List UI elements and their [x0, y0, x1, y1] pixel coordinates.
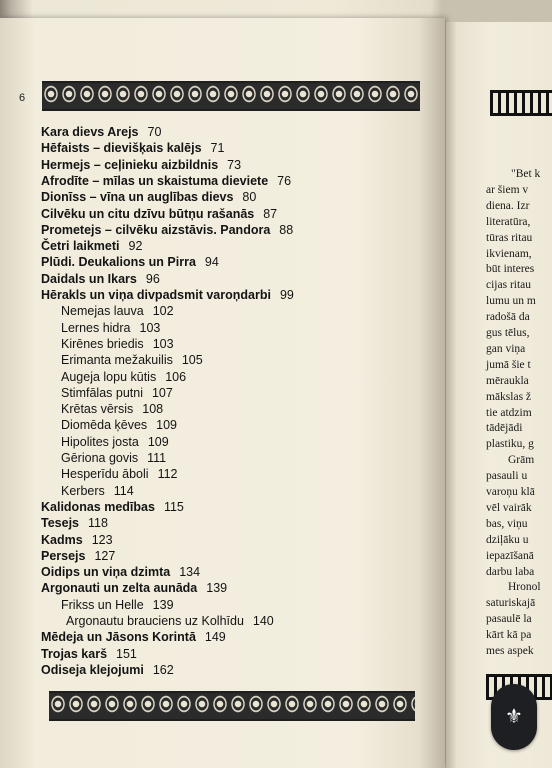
- right-page-line: Hronol: [508, 581, 541, 594]
- toc-entry-page: 108: [142, 402, 164, 417]
- toc-entry-title: Gēriona govis: [61, 451, 139, 465]
- right-page-line: dziļāku u: [486, 533, 529, 546]
- toc-entry-page: 94: [204, 255, 219, 270]
- toc-entry-page: 76: [277, 173, 292, 188]
- right-page-line: plastiku, g: [486, 438, 534, 451]
- toc-entry-title: Argonautu brauciens uz Kolhīdu: [66, 614, 244, 628]
- logo-mark-icon: ⚜: [505, 706, 523, 728]
- toc-entry-page: 111: [147, 451, 167, 465]
- toc-entry: [41, 287, 294, 303]
- toc-entry-page: 139: [152, 597, 174, 612]
- toc-entry-page: 109: [156, 418, 178, 433]
- toc-entry: [41, 515, 108, 531]
- toc-entry-title: Diomēda ķēves: [61, 418, 148, 433]
- right-page-line: ar šiem v: [486, 183, 529, 196]
- toc-entry-page: 162: [152, 662, 174, 677]
- toc-entry-page: 102: [152, 304, 174, 319]
- right-page-line: bas, viņu: [486, 517, 528, 530]
- toc-entry: [41, 140, 224, 156]
- toc-entry-title: Stimfālas putni: [61, 385, 143, 400]
- toc-entry-page: 112: [157, 467, 178, 482]
- toc-entry-page: 107: [151, 385, 173, 400]
- toc-entry-page: 106: [165, 369, 187, 384]
- toc-entry-page: 80: [242, 190, 257, 205]
- right-page-line: tie atdzim: [486, 406, 532, 419]
- toc-entry: [61, 320, 160, 336]
- toc-entry-page: 103: [139, 320, 161, 335]
- toc-entry: [41, 173, 291, 189]
- toc-entry: [61, 336, 174, 352]
- toc-entry: [41, 222, 293, 238]
- toc-entry: [41, 254, 219, 270]
- toc-entry: [61, 369, 186, 385]
- right-page-line: varoņu klā: [486, 486, 535, 498]
- right-page-line: jumā šie t: [486, 358, 531, 371]
- toc-entry-title: Četri laikmeti: [41, 239, 120, 254]
- toc-entry: [41, 662, 174, 678]
- right-page-line: pasauli u: [486, 470, 528, 483]
- toc-entry-page: 92: [128, 239, 143, 254]
- toc-entry-page: 140: [252, 614, 274, 628]
- toc-entry-title: Frikss un Helle: [61, 597, 144, 612]
- toc-entry-title: Kadms: [41, 532, 83, 547]
- toc-entry-page: 87: [263, 206, 278, 221]
- right-page-line: saturiskajā: [486, 597, 536, 610]
- right-page-line: kārt kā pa: [486, 629, 532, 642]
- right-page-line: darbu laba: [486, 565, 535, 578]
- toc-entry: [61, 352, 203, 368]
- toc-entry-title: Odiseja klejojumi: [41, 662, 144, 677]
- right-page-line: mēraukla: [486, 374, 529, 387]
- toc-entry: [41, 532, 113, 548]
- toc-entry-title: Mēdeja un Jāsons Korintā: [41, 630, 196, 645]
- toc-entry-title: Tesejs: [41, 516, 79, 531]
- toc-entry-page: 139: [206, 581, 228, 596]
- page-number: 6: [19, 92, 26, 104]
- ornament-band-bottom: [49, 691, 415, 721]
- right-page-line: gus tēlus,: [486, 327, 530, 339]
- toc-entry-page: 151: [116, 646, 137, 661]
- toc-entry: [41, 189, 256, 205]
- toc-entry-title: Kerbers: [61, 483, 105, 498]
- toc-entry-title: Oidips un viņa dzimta: [41, 565, 171, 580]
- right-page-line: vēl vairāk: [486, 501, 532, 514]
- toc-entry: [41, 238, 142, 254]
- toc-entry-title: Kalidonas medības: [41, 499, 155, 514]
- toc-entry-page: 127: [94, 548, 116, 563]
- toc-entry-page: 114: [113, 483, 134, 498]
- toc-entry-title: Dionīss – vīna un auglības dievs: [41, 190, 234, 205]
- toc-entry-title: Nemejas lauva: [61, 304, 144, 319]
- toc-entry-title: Hipolites josta: [61, 434, 139, 449]
- toc-entry-title: Afrodīte – mīlas un skaistuma dieviete: [41, 173, 269, 188]
- right-page-line: radošā da: [486, 311, 530, 324]
- toc-entry: [61, 597, 174, 613]
- toc-entry-title: Hēfaists – dievišķais kalējs: [41, 141, 202, 156]
- toc-entry-title: Kara dievs Arejs: [41, 125, 139, 139]
- toc-entry: [41, 271, 160, 287]
- toc-entry-title: Augeja lopu kūtis: [61, 369, 157, 384]
- toc-entry-title: Daidals un Ikars: [41, 271, 137, 286]
- toc-entry-title: Krētas vērsis: [61, 402, 134, 417]
- right-page-line: Grām: [508, 454, 535, 467]
- right-page-line: tūras ritau: [486, 231, 533, 244]
- right-page-line: ikvienam,: [486, 247, 532, 260]
- right-page-line: mes aspek: [486, 645, 534, 657]
- toc-entry: [41, 580, 227, 596]
- toc-entry-page: 118: [88, 516, 108, 531]
- toc-entry-page: 71: [210, 141, 225, 156]
- toc-entry-page: 149: [204, 630, 226, 645]
- toc-entry: [61, 434, 169, 450]
- toc-entry: [41, 124, 161, 140]
- toc-entry-title: Prometejs – cilvēku aizstāvis. Pandora: [41, 222, 271, 237]
- toc-entry: [61, 417, 177, 433]
- publisher-logo: [491, 684, 537, 750]
- toc-entry-page: 96: [145, 271, 160, 286]
- right-page-line: tādējādi: [486, 422, 523, 435]
- toc-entry-page: 103: [152, 336, 174, 351]
- toc-entry: [41, 646, 137, 662]
- toc-entry: [41, 564, 200, 580]
- right-page-text: [446, 22, 552, 768]
- toc-entry-page: 115: [163, 499, 184, 514]
- toc-entry: [61, 483, 134, 499]
- toc-entry-title: Plūdi. Deukalions un Pirra: [41, 255, 196, 270]
- toc-entry-title: Lernes hidra: [61, 320, 131, 335]
- right-page-line: diena. Izr: [486, 199, 530, 212]
- toc-entry: [41, 157, 241, 173]
- right-page-line: mākslas ž: [486, 390, 532, 403]
- toc-entry-page: 134: [179, 565, 201, 580]
- toc-entry-page: 73: [227, 157, 242, 172]
- toc-entry-title: Hesperīdu āboli: [61, 467, 149, 482]
- toc-entry-title: Argonauti un zelta aunāda: [41, 581, 198, 596]
- toc-entry: [66, 613, 274, 629]
- toc-entry-title: Cilvēku un citu dzīvu būtņu rašanās: [41, 206, 255, 221]
- toc-entry-title: Hērakls un viņa divpadsmit varoņdarbi: [41, 288, 271, 302]
- right-page-line: lumu un m: [486, 295, 536, 308]
- right-page-line: gan viņa: [486, 342, 526, 355]
- toc-entry: [41, 206, 277, 222]
- toc-entry-title: Persejs: [41, 548, 86, 563]
- right-page-line: "Bet k: [511, 168, 541, 180]
- right-page-line: pasaulē la: [486, 613, 532, 626]
- toc-entry: [61, 466, 178, 482]
- toc-entry: [41, 548, 115, 564]
- right-page-line: literatūra,: [486, 215, 531, 228]
- right-page-line: iepazīšanā: [486, 549, 534, 562]
- toc-entry: [61, 401, 163, 417]
- right-page-line: cijas ritau: [486, 279, 532, 292]
- ornament-band-top: [42, 81, 420, 111]
- toc-entry-page: 109: [147, 434, 169, 449]
- toc-entry-page: 88: [279, 222, 294, 237]
- toc-entry-title: Hermejs – ceļinieku aizbildnis: [41, 157, 219, 172]
- toc-entry-title: Kirēnes briedis: [61, 336, 144, 351]
- right-page-line: būt interes: [486, 263, 535, 276]
- right-page: [446, 22, 552, 768]
- toc-entry: [61, 450, 166, 466]
- toc-entry: [61, 385, 173, 401]
- toc-entry-page: 99: [279, 288, 294, 302]
- toc-entry: [41, 499, 184, 515]
- toc-entry: [41, 629, 226, 645]
- toc-entry-page: 105: [181, 353, 203, 368]
- toc-entry: [61, 303, 174, 319]
- toc-entry-page: 70: [147, 125, 162, 139]
- toc-entry-page: 123: [91, 532, 113, 547]
- toc-entry-title: Erimanta mežakuilis: [61, 353, 173, 368]
- toc-entry-title: Trojas karš: [41, 646, 108, 661]
